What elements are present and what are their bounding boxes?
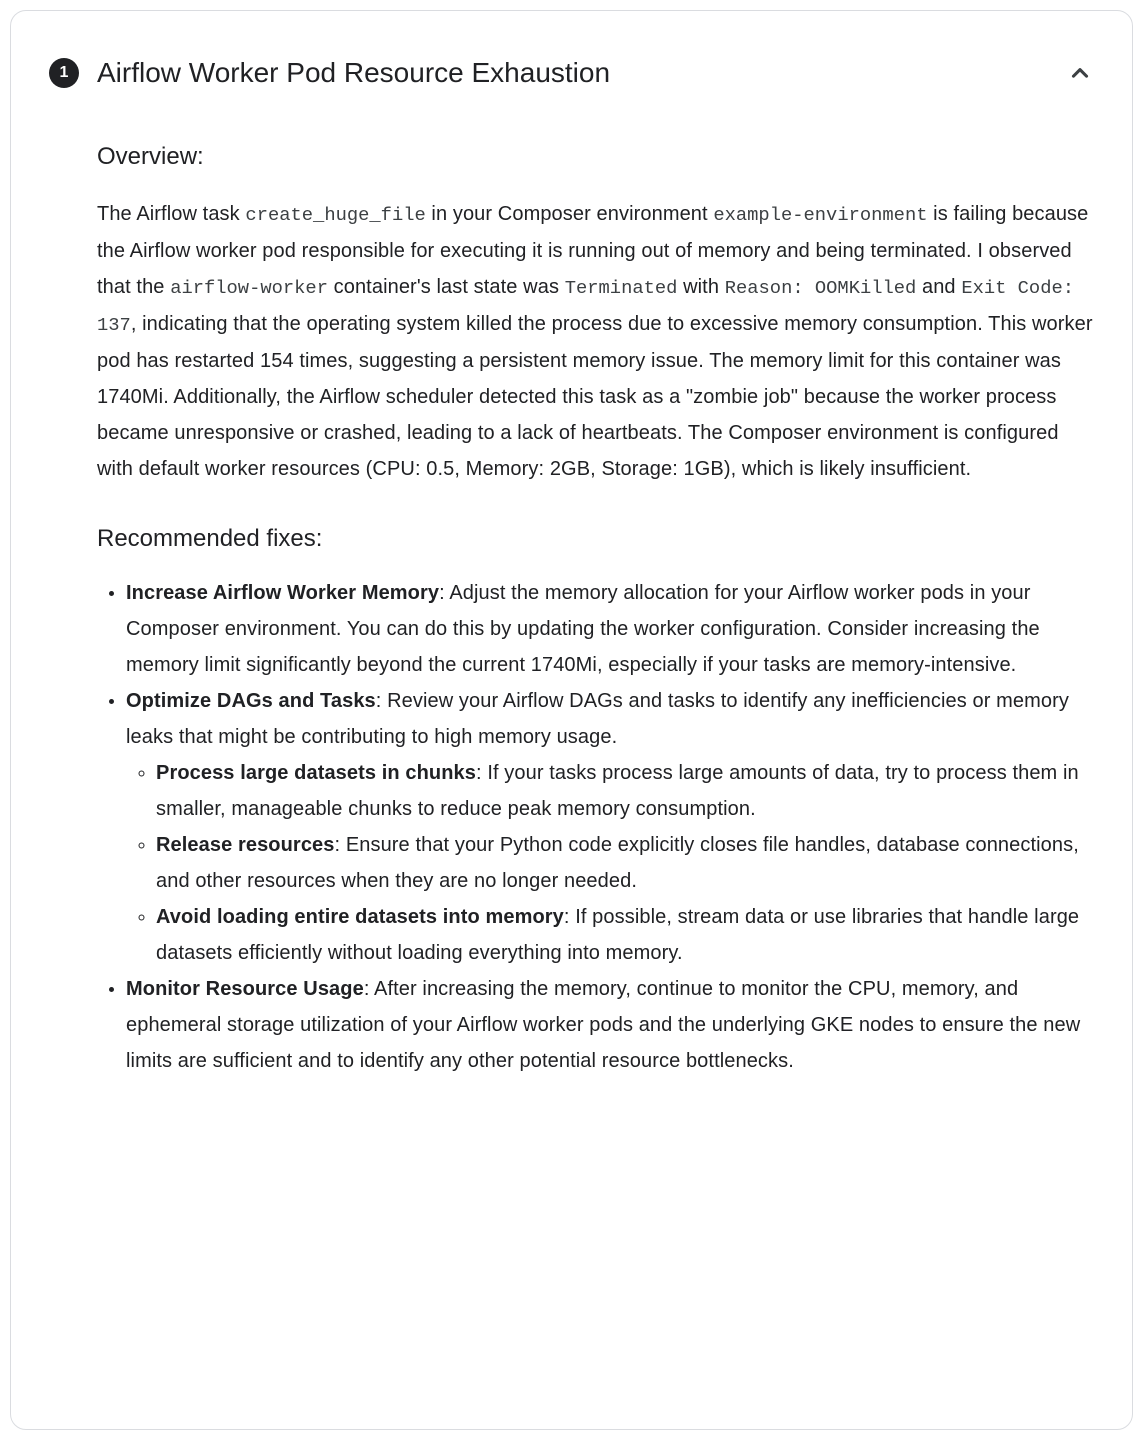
chevron-up-icon	[1066, 59, 1094, 87]
paragraph-text: in your Composer environment	[425, 203, 714, 225]
sub-fix-item	[156, 827, 1095, 899]
sub-fix-item	[156, 899, 1095, 971]
card-content	[97, 141, 1095, 1079]
overview-paragraph	[97, 196, 1095, 487]
inline-code: Reason: OOMKilled	[724, 277, 917, 299]
sub-fix-item	[156, 755, 1095, 827]
paragraph-text: , indicating that the operating system killed the process due to excessive memory consumption. This worker pod has restarted 154 times, suggesting a persistent memory issue. The memory limit for this container was 1740Mi. Additionally, the Airflow scheduler detected this task as a "zombie job" because the worker process became unresponsive or crashed, leading to a lack of heartbeats. The Composer environment is configured with default worker resources (CPU: 0.5, Memory: 2GB, Storage: 1GB), which is likely insufficient.	[97, 313, 1093, 480]
inline-code: example-environment	[713, 204, 928, 226]
fix-item-title: Release resources	[156, 834, 335, 856]
fix-item-text: : If your tasks process large amounts of data, try to process them in smaller, manageable chunks to reduce peak memory consumption.	[156, 762, 1079, 820]
card-title: Airflow Worker Pod Resource Exhaustion	[97, 57, 611, 88]
inline-code: airflow-worker	[170, 277, 328, 299]
paragraph-text: The Airflow task	[97, 203, 246, 225]
fix-item-text: : Review your Airflow DAGs and tasks to identify any inefficiencies or memory leaks that might be contributing to high memory usage.	[126, 690, 1069, 748]
insight-card	[10, 10, 1133, 1430]
sub-fix-list	[126, 755, 1095, 971]
fix-item-text: : Ensure that your Python code explicitly closes file handles, database connections, and other resources when they are no longer needed.	[156, 834, 1079, 892]
fix-item-title: Process large datasets in chunks	[156, 762, 477, 784]
fix-item-text: : If possible, stream data or use libraries that handle large datasets efficiently without loading everything into memory.	[156, 906, 1080, 964]
card-header[interactable]	[49, 57, 1096, 89]
fix-item-text: : After increasing the memory, continue to monitor the CPU, memory, and ephemeral storage utilization of your Airflow worker pods and the underlying GKE nodes to ensure the new limits are sufficient and to identify any other potential resource bottlenecks.	[126, 978, 1081, 1072]
fix-item	[126, 971, 1095, 1079]
paragraph-text: with	[677, 276, 725, 298]
fix-item-title: Monitor Resource Usage	[126, 978, 364, 1000]
fix-list	[97, 575, 1095, 1079]
fix-item-title: Increase Airflow Worker Memory	[126, 582, 440, 604]
insight-number-badge: 1	[49, 58, 79, 88]
paragraph-text: container's last state was	[327, 276, 565, 298]
fix-item-text: : Adjust the memory allocation for your Airflow worker pods in your Composer environment. You can do this by updating the worker configuration. Consider increasing the memory limit significantly beyond the current 1740Mi, especially if your tasks are memory-intensive.	[126, 582, 1040, 676]
fix-item	[126, 683, 1095, 971]
inline-code: Terminated	[564, 277, 678, 299]
collapse-button[interactable]	[1064, 57, 1096, 89]
fix-item-title: Avoid loading entire datasets into memory	[156, 906, 564, 928]
overview-heading: Overview:	[97, 143, 204, 170]
paragraph-text: and	[916, 276, 962, 298]
recommended-fixes-heading: Recommended fixes:	[97, 525, 323, 552]
inline-code: create_huge_file	[245, 204, 426, 226]
paragraph-text: is failing because the Airflow worker pod responsible for executing it is running out of memory and being terminated. I observed that the	[97, 203, 1089, 298]
fix-item	[126, 575, 1095, 683]
inline-code: Exit Code: 137	[97, 277, 1075, 336]
fix-item-title: Optimize DAGs and Tasks	[126, 690, 376, 712]
